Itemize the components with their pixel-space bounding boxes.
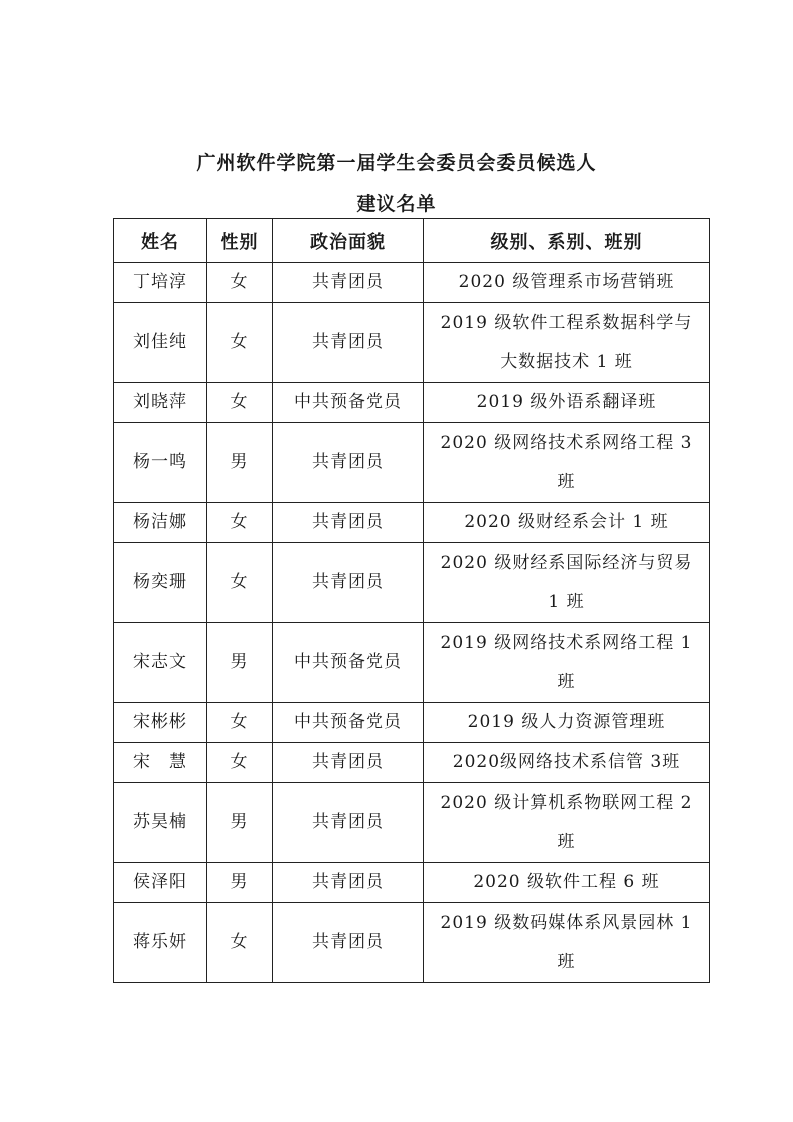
cell-gender: 女 bbox=[207, 383, 273, 423]
cell-political: 共青团员 bbox=[273, 743, 424, 783]
cell-gender: 女 bbox=[207, 903, 273, 983]
table-row bbox=[114, 543, 710, 623]
cell-gender: 男 bbox=[207, 783, 273, 863]
table-row bbox=[114, 783, 710, 863]
table-row bbox=[114, 863, 710, 903]
cell-political: 共青团员 bbox=[273, 543, 424, 623]
table-row bbox=[114, 623, 710, 703]
table-row bbox=[114, 743, 710, 783]
cell-gender: 女 bbox=[207, 503, 273, 543]
cell-name: 杨奕珊 bbox=[114, 543, 207, 623]
cell-political: 共青团员 bbox=[273, 263, 424, 303]
cell-class: 2020 级软件工程 6 班 bbox=[424, 863, 710, 903]
cell-class: 2019 级网络技术系网络工程 1 班 bbox=[424, 623, 710, 703]
cell-gender: 女 bbox=[207, 543, 273, 623]
cell-class: 2019 级数码媒体系风景园林 1 班 bbox=[424, 903, 710, 983]
cell-class: 2020 级计算机系物联网工程 2 班 bbox=[424, 783, 710, 863]
table-row bbox=[114, 503, 710, 543]
cell-political: 共青团员 bbox=[273, 903, 424, 983]
header-gender: 性别 bbox=[207, 219, 273, 263]
cell-class: 2019 级人力资源管理班 bbox=[424, 703, 710, 743]
cell-political: 中共预备党员 bbox=[273, 383, 424, 423]
table-row bbox=[114, 383, 710, 423]
table-row bbox=[114, 263, 710, 303]
cell-political: 中共预备党员 bbox=[273, 703, 424, 743]
cell-class: 2020 级财经系国际经济与贸易 1 班 bbox=[424, 543, 710, 623]
cell-class: 2020 级网络技术系网络工程 3 班 bbox=[424, 423, 710, 503]
cell-name: 杨洁娜 bbox=[114, 503, 207, 543]
table-row bbox=[114, 423, 710, 503]
cell-gender: 女 bbox=[207, 743, 273, 783]
table-header-row bbox=[114, 219, 710, 263]
cell-name: 杨一鸣 bbox=[114, 423, 207, 503]
document-subtitle: 建议名单 bbox=[356, 193, 437, 215]
cell-class: 2020级网络技术系信管 3班 bbox=[424, 743, 710, 783]
header-political-status: 政治面貌 bbox=[273, 219, 424, 263]
cell-political: 中共预备党员 bbox=[273, 623, 424, 703]
cell-name: 宋彬彬 bbox=[114, 703, 207, 743]
cell-name: 宋 慧 bbox=[114, 743, 207, 783]
cell-class: 2019 级外语系翻译班 bbox=[424, 383, 710, 423]
cell-gender: 女 bbox=[207, 263, 273, 303]
cell-name: 侯泽阳 bbox=[114, 863, 207, 903]
cell-name: 宋志文 bbox=[114, 623, 207, 703]
cell-name: 蒋乐妍 bbox=[114, 903, 207, 983]
cell-political: 共青团员 bbox=[273, 863, 424, 903]
cell-name: 刘晓萍 bbox=[114, 383, 207, 423]
cell-gender: 女 bbox=[207, 703, 273, 743]
table-row bbox=[114, 703, 710, 743]
candidate-table bbox=[113, 218, 710, 983]
header-class-info: 级别、系别、班别 bbox=[424, 219, 710, 263]
table-row bbox=[114, 903, 710, 983]
cell-class: 2020 级财经系会计 1 班 bbox=[424, 503, 710, 543]
cell-political: 共青团员 bbox=[273, 783, 424, 863]
cell-gender: 男 bbox=[207, 423, 273, 503]
document-title: 广州软件学院第一届学生会委员会委员候选人 bbox=[196, 152, 597, 174]
cell-political: 共青团员 bbox=[273, 423, 424, 503]
cell-gender: 女 bbox=[207, 303, 273, 383]
cell-gender: 男 bbox=[207, 863, 273, 903]
cell-political: 共青团员 bbox=[273, 503, 424, 543]
header-name: 姓名 bbox=[114, 219, 207, 263]
cell-political: 共青团员 bbox=[273, 303, 424, 383]
cell-name: 刘佳纯 bbox=[114, 303, 207, 383]
cell-name: 丁培淳 bbox=[114, 263, 207, 303]
cell-class: 2020 级管理系市场营销班 bbox=[424, 263, 710, 303]
table-row bbox=[114, 303, 710, 383]
cell-gender: 男 bbox=[207, 623, 273, 703]
cell-class: 2019 级软件工程系数据科学与大数据技术 1 班 bbox=[424, 303, 710, 383]
cell-name: 苏昊楠 bbox=[114, 783, 207, 863]
